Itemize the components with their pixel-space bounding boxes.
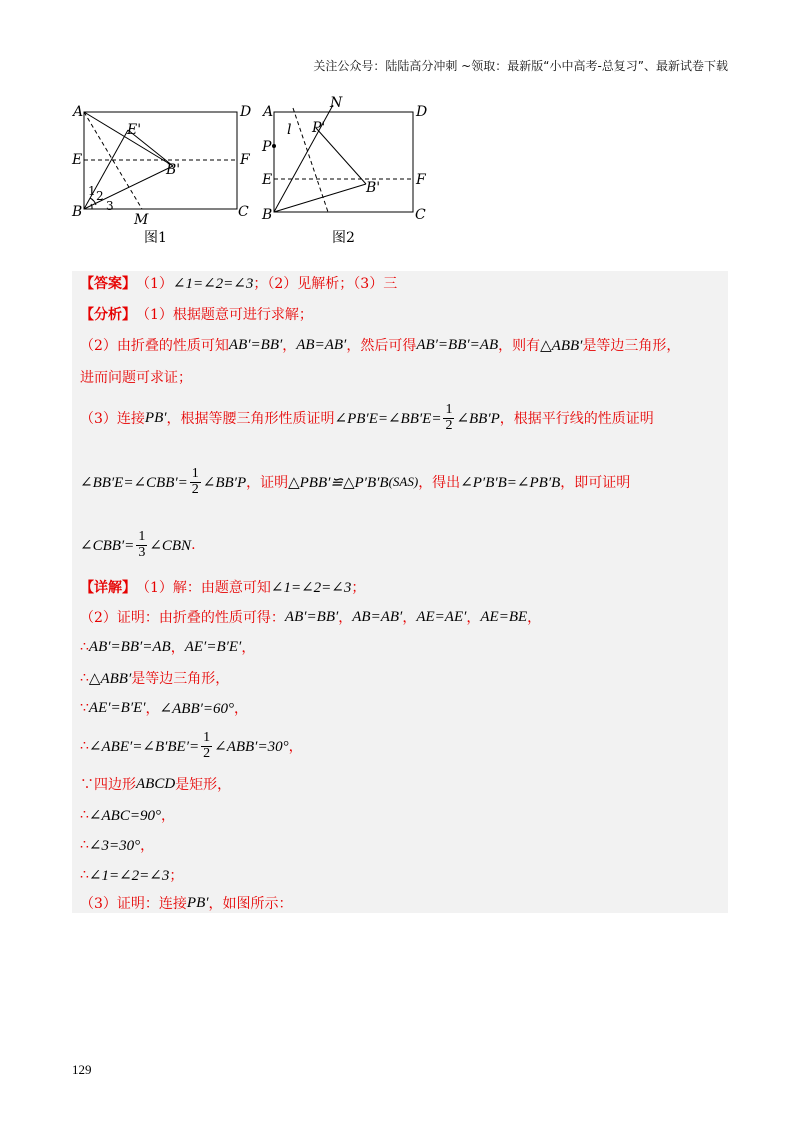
text: ， xyxy=(145,701,160,717)
numerator: 1 xyxy=(138,529,146,544)
analysis-line xyxy=(80,304,720,324)
text: ∴ xyxy=(80,837,89,853)
math: ∠BB′P xyxy=(202,474,247,491)
figure-1 xyxy=(84,112,237,209)
text: （2）证明：由折叠的性质可得： xyxy=(80,610,285,626)
detail-line-7 xyxy=(80,774,720,794)
text: ∴ xyxy=(80,867,89,883)
fig2-label-B-prime: B' xyxy=(366,180,381,196)
fig2-label-C: C xyxy=(415,207,426,223)
math: (SAS) xyxy=(388,474,419,490)
answer-tag: 【答案】 xyxy=(80,276,136,292)
fig2-label-l: l xyxy=(287,122,292,138)
answer-line xyxy=(80,273,720,293)
text: ∵四边形 xyxy=(80,777,136,793)
fig2-caption: 图2 xyxy=(332,230,355,246)
text: 是等边三角形， xyxy=(131,671,230,687)
text: ， xyxy=(402,610,417,626)
fig1-caption: 图1 xyxy=(144,230,167,246)
text: ∵ xyxy=(80,700,89,716)
text: （1）根据题意可进行求解； xyxy=(136,307,313,323)
text: （2）由折叠的性质可知 xyxy=(80,338,229,354)
math: ∠CBB′= xyxy=(80,537,135,554)
fig1-label-C: C xyxy=(238,204,249,220)
fig2-label-E: E xyxy=(262,172,273,188)
text: ，即可证明 xyxy=(560,475,631,492)
math: ∠BB′P xyxy=(456,410,500,427)
text: ； xyxy=(169,868,184,884)
math: ∠ABB′=60° xyxy=(159,700,235,717)
denominator: 3 xyxy=(138,544,146,560)
math: AB′=BB′ xyxy=(284,608,339,625)
fig1-angle-3: 3 xyxy=(106,199,114,213)
detail-line-10 xyxy=(80,865,720,885)
math: PB′ xyxy=(144,409,167,426)
text: ， xyxy=(160,808,175,824)
text: ，证明 xyxy=(246,475,289,492)
text: ； xyxy=(351,580,366,596)
text: 是等边三角形， xyxy=(582,338,681,354)
geometry-figures xyxy=(66,94,446,254)
math: AE′=B′E′ xyxy=(88,699,146,716)
fraction xyxy=(136,530,147,560)
detail-line-3 xyxy=(80,637,720,657)
text: ， xyxy=(338,610,353,626)
text: ， xyxy=(288,739,303,756)
fig1-label-B-prime: B' xyxy=(166,162,181,178)
math: ∠BB′E=∠CBB′= xyxy=(80,474,188,491)
detail-line-4 xyxy=(80,668,720,688)
fig1-label-B: B xyxy=(72,204,83,220)
fraction xyxy=(443,403,454,433)
math: △ABB′ xyxy=(88,670,132,687)
fig1-angle-1: 1 xyxy=(88,184,96,198)
fig1-angle-2: 2 xyxy=(96,189,104,203)
page-number: 129 xyxy=(72,1062,92,1077)
text: （3）证明：连接 xyxy=(80,896,187,912)
math: △ABB′ xyxy=(540,337,583,354)
detail-tag: 【详解】 xyxy=(80,580,136,596)
detail-line-11 xyxy=(80,893,720,913)
fig2-label-A: A xyxy=(263,104,274,120)
text: ∴ xyxy=(80,639,89,655)
numerator: 1 xyxy=(445,402,453,417)
text: . xyxy=(191,537,196,554)
text: ∴ xyxy=(80,670,89,686)
text: （1）解：由题意可知 xyxy=(136,580,271,596)
denominator: 2 xyxy=(203,745,211,761)
numerator: 1 xyxy=(203,730,211,745)
detail-line-2 xyxy=(80,607,720,627)
math: ∠P′B′B=∠PB′B xyxy=(460,474,561,491)
math: AB′=BB′ xyxy=(228,336,283,353)
analysis-line-6 xyxy=(80,530,720,560)
solution-panel xyxy=(72,271,728,913)
text: ∴ xyxy=(80,738,89,755)
fig2-label-P: P xyxy=(262,139,272,155)
analysis-line-3 xyxy=(80,367,720,387)
math: AE=BE xyxy=(480,608,528,625)
text: 进而问题可求证； xyxy=(80,370,192,386)
math: ABCD xyxy=(136,775,176,792)
fig1-label-E: E xyxy=(72,152,83,168)
text: ， xyxy=(466,610,481,626)
math: ∠3=30° xyxy=(88,837,141,854)
numerator: 1 xyxy=(191,466,199,481)
analysis-line-4 xyxy=(80,403,720,433)
text: 是矩形， xyxy=(175,777,232,793)
fig1-label-A: A xyxy=(73,104,84,120)
fig1-label-D: D xyxy=(240,104,252,120)
fig2-label-P-prime: P' xyxy=(312,120,326,136)
fig2-label-D: D xyxy=(416,104,428,120)
math: AE′=B′E′ xyxy=(184,638,242,655)
math: ∠1=∠2=∠3 xyxy=(270,579,352,596)
math: PB′ xyxy=(186,894,209,911)
analysis-line-5 xyxy=(80,467,720,497)
math: AB=AB′ xyxy=(352,608,403,625)
text: ， xyxy=(282,338,297,354)
text: ， xyxy=(241,640,256,656)
text: ， xyxy=(140,838,155,854)
analysis-tag: 【分析】 xyxy=(80,307,136,323)
text: ，然后可得 xyxy=(346,338,417,354)
math: AB=AB′ xyxy=(296,336,347,353)
math: AE=AE′ xyxy=(416,608,467,625)
text: ，则有 xyxy=(498,338,541,354)
math: △PBB′≌△P′B′B xyxy=(288,474,389,491)
math: ∠1=∠2=∠3 xyxy=(88,867,170,884)
math: ∠ABC=90° xyxy=(88,807,161,824)
fig1-label-F: F xyxy=(240,152,250,168)
fig1-label-E-prime: E' xyxy=(127,122,142,138)
text: ；（2）见解析；（3）三 xyxy=(253,276,398,292)
analysis-line-2 xyxy=(80,335,720,355)
math: AB′=BB′=AB xyxy=(88,638,171,655)
text: ，根据平行线的性质证明 xyxy=(499,411,654,428)
text: ，根据等腰三角形性质证明 xyxy=(166,411,335,428)
math: ∠ABE′=∠B′BE′= xyxy=(88,738,200,755)
math: ∠1=∠2=∠3 xyxy=(172,275,254,292)
figure-2 xyxy=(274,105,413,212)
detail-line-5 xyxy=(80,698,720,718)
detail-line-9 xyxy=(80,835,720,855)
detail-line-6 xyxy=(80,731,720,761)
text: ∴ xyxy=(80,807,89,823)
fig2-label-N: N xyxy=(330,95,343,111)
text: ， xyxy=(527,610,542,626)
fraction xyxy=(190,467,201,497)
fig2-point-P xyxy=(272,144,276,148)
text: ， xyxy=(170,640,185,656)
fraction xyxy=(201,731,212,761)
denominator: 2 xyxy=(445,417,453,433)
text: （3）连接 xyxy=(80,411,145,428)
text: （1） xyxy=(136,276,173,292)
detail-line xyxy=(80,577,720,597)
fig2-label-F: F xyxy=(416,172,426,188)
text: ， xyxy=(234,701,249,717)
text: ，如图所示： xyxy=(208,896,293,912)
denominator: 2 xyxy=(191,481,199,497)
math: ∠PB′E=∠BB′E= xyxy=(334,410,442,427)
page-header: 关注公众号：陆陆高分冲刺 ~领取：最新版“小中高考-总复习”、最新试卷下载 xyxy=(313,59,728,73)
math: AB′=BB′=AB xyxy=(416,336,499,353)
math: ∠CBN xyxy=(149,537,192,554)
fig2-label-B: B xyxy=(262,207,273,223)
text: ，得出 xyxy=(418,475,461,492)
detail-line-8 xyxy=(80,805,720,825)
math: ∠ABB′=30° xyxy=(214,738,289,755)
fig1-label-M: M xyxy=(134,212,149,228)
